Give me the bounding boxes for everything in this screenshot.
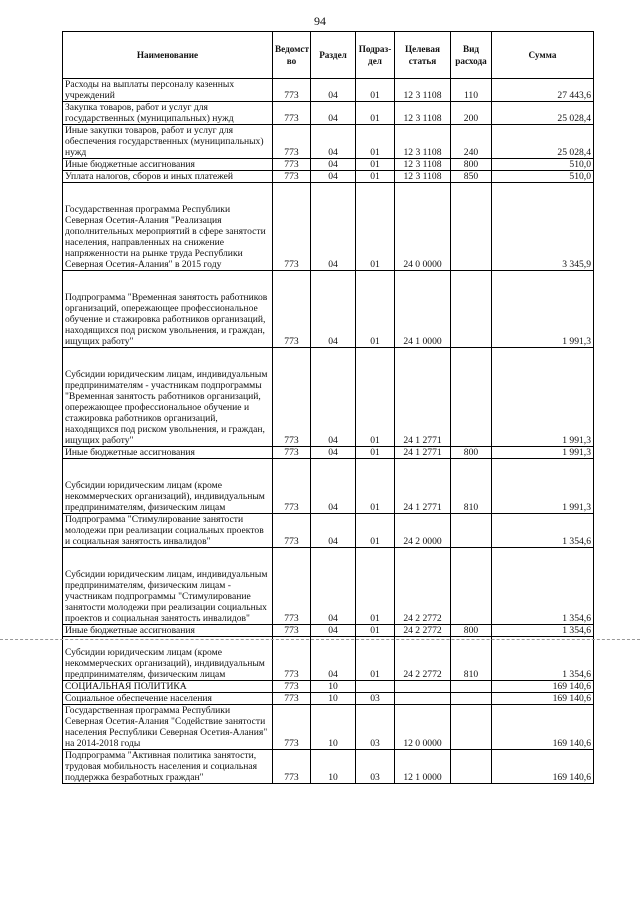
cell-target: 24 2 0000 — [395, 514, 451, 548]
cell-target: 24 2 2772 — [395, 548, 451, 625]
cell-name: Субсидии юридическим лицам, индивидуальным предпринимателям - участникам подпрограммы "Временная занятость работников организаций, опережающее профессиональное обучение и стажировка работников организаций, находящихся под риском увольнения, и граждан, ищущих работу" — [63, 348, 273, 447]
table-row — [63, 271, 594, 348]
cell-podrazdel: 01 — [356, 171, 395, 183]
cell-razdel: 04 — [311, 514, 356, 548]
cell-podrazdel — [356, 681, 395, 693]
header-razdel: Раздел — [311, 32, 356, 79]
table-row — [63, 637, 594, 681]
cell-vid: 850 — [451, 171, 492, 183]
table-row — [63, 348, 594, 447]
cell-name: Субсидии юридическим лицам (кроме некоммерческих организаций), индивидуальным предпринимателям, физическим лицам — [63, 459, 273, 514]
cell-razdel: 04 — [311, 637, 356, 681]
cell-sum: 510,0 — [492, 159, 594, 171]
cell-sum: 27 443,6 — [492, 79, 594, 102]
cell-target: 12 3 1108 — [395, 125, 451, 159]
cell-vid: 800 — [451, 625, 492, 637]
cell-sum: 1 354,6 — [492, 514, 594, 548]
cell-name: Подпрограмма "Временная занятость работников организаций, опережающее профессиональное обучение и стажировка работников организаций, находящихся под риском увольнения, и граждан, ищущих работу" — [63, 271, 273, 348]
cell-name: Иные бюджетные ассигнования — [63, 625, 273, 637]
cell-sum: 1 354,6 — [492, 625, 594, 637]
cell-podrazdel: 01 — [356, 548, 395, 625]
cell-vid: 810 — [451, 459, 492, 514]
cell-razdel: 04 — [311, 625, 356, 637]
table-row — [63, 705, 594, 750]
cell-vid: 810 — [451, 637, 492, 681]
cell-name: Подпрограмма "Стимулирование занятости молодежи при реализации социальных проектов и социальная занятость инвалидов" — [63, 514, 273, 548]
cell-name: Расходы на выплаты персоналу казенных учреждений — [63, 79, 273, 102]
table-row — [63, 459, 594, 514]
cell-vedomstvo: 773 — [273, 681, 311, 693]
cell-name: Уплата налогов, сборов и иных платежей — [63, 171, 273, 183]
table-row — [63, 681, 594, 693]
cell-razdel: 04 — [311, 183, 356, 271]
cell-podrazdel: 01 — [356, 159, 395, 171]
table-row — [63, 171, 594, 183]
cell-sum: 1 991,3 — [492, 348, 594, 447]
cell-razdel: 10 — [311, 705, 356, 750]
cell-target: 12 3 1108 — [395, 159, 451, 171]
cell-razdel: 04 — [311, 79, 356, 102]
table-row — [63, 548, 594, 625]
cell-razdel: 10 — [311, 750, 356, 784]
cell-vedomstvo: 773 — [273, 705, 311, 750]
cell-podrazdel: 03 — [356, 693, 395, 705]
cell-razdel: 04 — [311, 447, 356, 459]
cell-vid — [451, 548, 492, 625]
cell-razdel: 10 — [311, 693, 356, 705]
cell-target: 24 2 2772 — [395, 637, 451, 681]
cell-sum: 25 028,4 — [492, 125, 594, 159]
cell-target: 12 0 0000 — [395, 705, 451, 750]
cell-name: Субсидии юридическим лицам (кроме некоммерческих организаций), индивидуальным предпринимателям, физическим лицам — [63, 637, 273, 681]
header-vid: Вид расхода — [451, 32, 492, 79]
cell-target — [395, 693, 451, 705]
cell-podrazdel: 01 — [356, 102, 395, 125]
cell-target: 12 3 1108 — [395, 79, 451, 102]
cell-target: 24 0 0000 — [395, 183, 451, 271]
cell-name: Субсидии юридическим лицам, индивидуальным предпринимателям, физическим лицам - участникам подпрограммы "Стимулирование занятости молодежи при реализации социальных проектов и социальная занятость инвалидов" — [63, 548, 273, 625]
cell-razdel: 04 — [311, 459, 356, 514]
cell-razdel: 10 — [311, 681, 356, 693]
cell-sum: 1 991,3 — [492, 447, 594, 459]
cell-vid — [451, 271, 492, 348]
table-row — [63, 183, 594, 271]
cell-podrazdel: 03 — [356, 705, 395, 750]
table-row — [63, 79, 594, 102]
table-row — [63, 514, 594, 548]
cell-vedomstvo: 773 — [273, 102, 311, 125]
cell-vid — [451, 705, 492, 750]
cell-vid — [451, 693, 492, 705]
header-vedomstvo: Ведомст во — [273, 32, 311, 79]
table-row — [63, 125, 594, 159]
cell-name: Государственная программа Республики Северная Осетия-Алания "Реализация дополнительных мероприятий в сфере занятости населения, направленных на снижение напряженности на рынке труда Республики Северная Осетия-Алания" в 2015 году — [63, 183, 273, 271]
cell-vid — [451, 681, 492, 693]
cell-podrazdel: 01 — [356, 79, 395, 102]
cell-target: 24 2 2772 — [395, 625, 451, 637]
cell-vedomstvo: 773 — [273, 79, 311, 102]
page-number: 94 — [314, 14, 326, 28]
cell-target: 12 1 0000 — [395, 750, 451, 784]
cell-razdel: 04 — [311, 548, 356, 625]
cell-target: 12 3 1108 — [395, 171, 451, 183]
cell-vid: 200 — [451, 102, 492, 125]
cell-name: Иные бюджетные ассигнования — [63, 447, 273, 459]
cell-vedomstvo: 773 — [273, 159, 311, 171]
header-podrazdel: Подраз- дел — [356, 32, 395, 79]
cell-vedomstvo: 773 — [273, 637, 311, 681]
cell-razdel: 04 — [311, 271, 356, 348]
cell-vid: 110 — [451, 79, 492, 102]
cell-sum: 510,0 — [492, 171, 594, 183]
cell-name: Закупка товаров, работ и услуг для государственных (муниципальных) нужд — [63, 102, 273, 125]
cell-vid — [451, 348, 492, 447]
cell-podrazdel: 01 — [356, 514, 395, 548]
cell-name: Государственная программа Республики Северная Осетия-Алания "Содействие занятости населения Республики Северная Осетия-Алания" на 2014-2018 годы — [63, 705, 273, 750]
cell-name: Иные бюджетные ассигнования — [63, 159, 273, 171]
cell-name: Социальное обеспечение населения — [63, 693, 273, 705]
cell-vid: 800 — [451, 159, 492, 171]
cell-sum: 169 140,6 — [492, 681, 594, 693]
header-name: Наименование — [63, 32, 273, 79]
cell-podrazdel: 01 — [356, 637, 395, 681]
cell-target — [395, 681, 451, 693]
cell-sum: 1 991,3 — [492, 271, 594, 348]
cell-vedomstvo: 773 — [273, 183, 311, 271]
cell-name: Подпрограмма "Активная политика занятости, трудовая мобильность населения и социальная поддержка безработных граждан" — [63, 750, 273, 784]
cell-podrazdel: 01 — [356, 625, 395, 637]
table-row — [63, 102, 594, 125]
cell-sum: 25 028,4 — [492, 102, 594, 125]
cell-vid — [451, 750, 492, 784]
cell-sum: 169 140,6 — [492, 705, 594, 750]
cell-razdel: 04 — [311, 102, 356, 125]
budget-table — [62, 31, 594, 784]
cell-vedomstvo: 773 — [273, 514, 311, 548]
cell-sum: 169 140,6 — [492, 750, 594, 784]
cell-vedomstvo: 773 — [273, 171, 311, 183]
cell-vedomstvo: 773 — [273, 271, 311, 348]
cell-sum: 1 991,3 — [492, 459, 594, 514]
cell-vedomstvo: 773 — [273, 447, 311, 459]
table-row — [63, 625, 594, 637]
header-target: Целевая статья — [395, 32, 451, 79]
cell-sum: 169 140,6 — [492, 693, 594, 705]
cell-name: СОЦИАЛЬНАЯ ПОЛИТИКА — [63, 681, 273, 693]
cell-vedomstvo: 773 — [273, 125, 311, 159]
cell-target: 24 1 2771 — [395, 459, 451, 514]
cell-razdel: 04 — [311, 159, 356, 171]
cell-podrazdel: 01 — [356, 447, 395, 459]
cell-podrazdel: 01 — [356, 125, 395, 159]
scan-artifact-line — [0, 639, 640, 640]
cell-target: 24 1 2771 — [395, 348, 451, 447]
cell-vid — [451, 183, 492, 271]
cell-target: 24 1 0000 — [395, 271, 451, 348]
cell-target: 12 3 1108 — [395, 102, 451, 125]
header-sum: Сумма — [492, 32, 594, 79]
cell-podrazdel: 01 — [356, 348, 395, 447]
table-row — [63, 693, 594, 705]
table-header-row — [63, 32, 594, 79]
cell-sum: 1 354,6 — [492, 637, 594, 681]
cell-sum: 3 345,9 — [492, 183, 594, 271]
cell-podrazdel: 01 — [356, 183, 395, 271]
cell-vedomstvo: 773 — [273, 750, 311, 784]
table-row — [63, 750, 594, 784]
cell-razdel: 04 — [311, 348, 356, 447]
cell-name: Иные закупки товаров, работ и услуг для обеспечения государственных (муниципальных) нужд — [63, 125, 273, 159]
cell-target: 24 1 2771 — [395, 447, 451, 459]
cell-sum: 1 354,6 — [492, 548, 594, 625]
cell-vid: 800 — [451, 447, 492, 459]
cell-podrazdel: 01 — [356, 271, 395, 348]
cell-podrazdel: 01 — [356, 459, 395, 514]
cell-vid — [451, 514, 492, 548]
cell-vedomstvo: 773 — [273, 548, 311, 625]
table-row — [63, 447, 594, 459]
cell-razdel: 04 — [311, 171, 356, 183]
cell-razdel: 04 — [311, 125, 356, 159]
cell-vedomstvo: 773 — [273, 348, 311, 447]
cell-podrazdel: 03 — [356, 750, 395, 784]
cell-vedomstvo: 773 — [273, 459, 311, 514]
cell-vedomstvo: 773 — [273, 625, 311, 637]
cell-vedomstvo: 773 — [273, 693, 311, 705]
table-row — [63, 159, 594, 171]
cell-vid: 240 — [451, 125, 492, 159]
